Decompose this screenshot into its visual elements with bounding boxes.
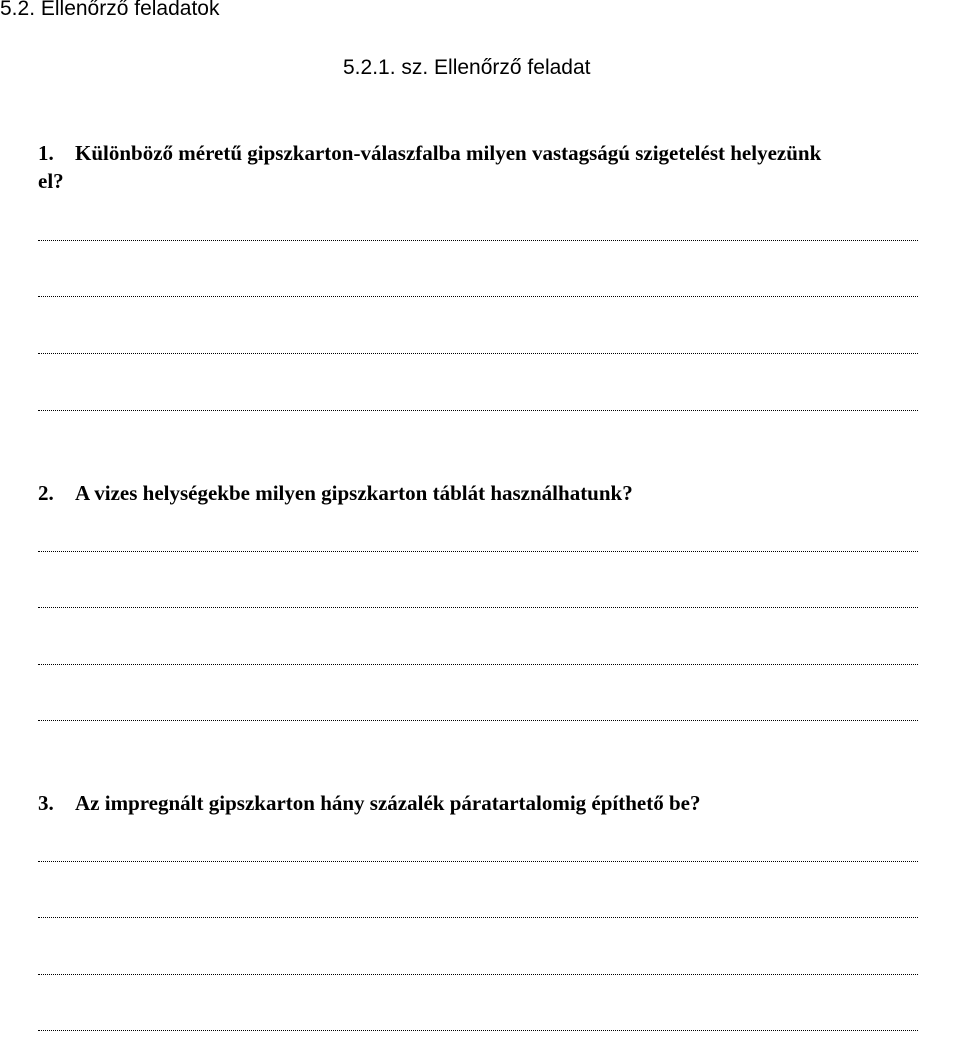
answer-line[interactable]: [38, 240, 918, 241]
question-text: Az impregnált gipszkarton hány százalék páratartalomig építhető be?: [75, 791, 701, 815]
answer-line[interactable]: [38, 664, 918, 665]
answer-line[interactable]: [38, 410, 918, 411]
question-number: 3.: [38, 791, 54, 815]
question-text: A vizes helységekbe milyen gipszkarton táblát használhatunk?: [75, 481, 633, 505]
question-number: 2.: [38, 481, 54, 505]
answer-line[interactable]: [38, 607, 918, 608]
answer-line[interactable]: [38, 353, 918, 354]
answer-line[interactable]: [38, 974, 918, 975]
answer-line[interactable]: [38, 720, 918, 721]
section-heading: 5.2. Ellenőrző feladatok: [0, 0, 220, 20]
question-text: Különböző méretű gipszkarton-válaszfalba milyen vastagságú szigetelést helyezünk: [75, 141, 822, 165]
answer-line[interactable]: [38, 551, 918, 552]
answer-line[interactable]: [38, 1030, 918, 1031]
question-text-continuation: el?: [38, 169, 64, 193]
question-number: 1.: [38, 141, 54, 165]
exercise-title: 5.2.1. sz. Ellenőrző feladat: [343, 56, 591, 79]
answer-line[interactable]: [38, 861, 918, 862]
answer-line[interactable]: [38, 296, 918, 297]
answer-line[interactable]: [38, 917, 918, 918]
